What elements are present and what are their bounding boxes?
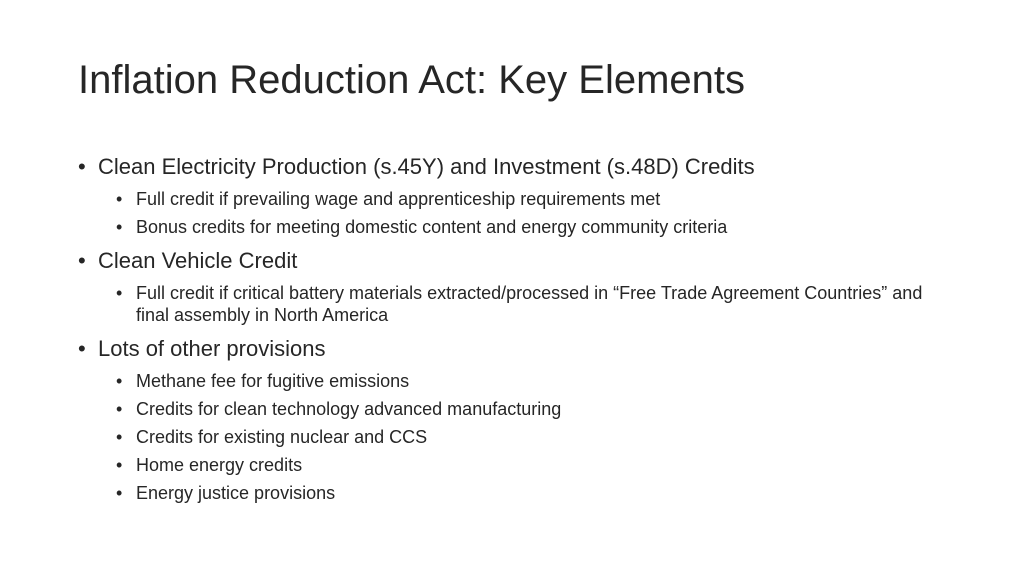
sub-bullet-text: Credits for existing nuclear and CCS	[136, 427, 428, 447]
sub-bullet-item	[78, 370, 958, 392]
sub-bullet-item	[78, 398, 958, 420]
bullet-item	[78, 152, 958, 182]
sub-bullet-text: Energy justice provisions	[136, 483, 336, 503]
sub-bullet-item	[78, 216, 958, 238]
bullet-icon: •	[116, 483, 123, 503]
sub-bullet-list	[78, 370, 958, 504]
sub-bullet-item	[78, 426, 958, 448]
bullet-text: Clean Vehicle Credit	[98, 248, 298, 273]
bullet-icon: •	[78, 336, 86, 361]
sub-bullet-text: Credits for clean technology advanced manufacturing	[136, 399, 562, 419]
sub-bullet-item	[78, 188, 958, 210]
sub-bullet-text: Full credit if prevailing wage and apprenticeship requirements met	[136, 189, 661, 209]
bullet-icon: •	[116, 189, 123, 209]
sub-bullet-text: Home energy credits	[136, 455, 303, 475]
bullet-text: Lots of other provisions	[98, 336, 326, 361]
bullet-icon: •	[116, 399, 123, 419]
sub-bullet-text: Methane fee for fugitive emissions	[136, 371, 410, 391]
bullet-item	[78, 334, 958, 364]
sub-bullet-list	[78, 188, 958, 238]
sub-bullet-list	[78, 282, 958, 326]
bullet-icon: •	[116, 217, 123, 237]
bullet-icon: •	[116, 455, 123, 475]
sub-bullet-item	[78, 454, 958, 476]
sub-bullet-item	[78, 282, 958, 326]
bullet-group-clean-vehicle	[78, 246, 958, 326]
sub-bullet-text: Full credit if critical battery materials extracted/processed in “Free Trade Agreement Countries” and final assembly in North America	[136, 283, 923, 325]
slide-title: Inflation Reduction Act: Key Elements	[78, 58, 746, 102]
bullet-icon: •	[78, 248, 86, 273]
bullet-icon: •	[78, 154, 86, 179]
bullet-group-clean-electricity	[78, 152, 958, 238]
bullet-item	[78, 246, 958, 276]
bullet-list	[78, 152, 958, 512]
bullet-icon: •	[116, 427, 123, 447]
bullet-icon: •	[116, 371, 123, 391]
bullet-group-other-provisions	[78, 334, 958, 504]
bullet-text: Clean Electricity Production (s.45Y) and Investment (s.48D) Credits	[98, 154, 755, 179]
bullet-icon: •	[116, 283, 123, 303]
sub-bullet-text: Bonus credits for meeting domestic content and energy community criteria	[136, 217, 728, 237]
sub-bullet-item	[78, 482, 958, 504]
